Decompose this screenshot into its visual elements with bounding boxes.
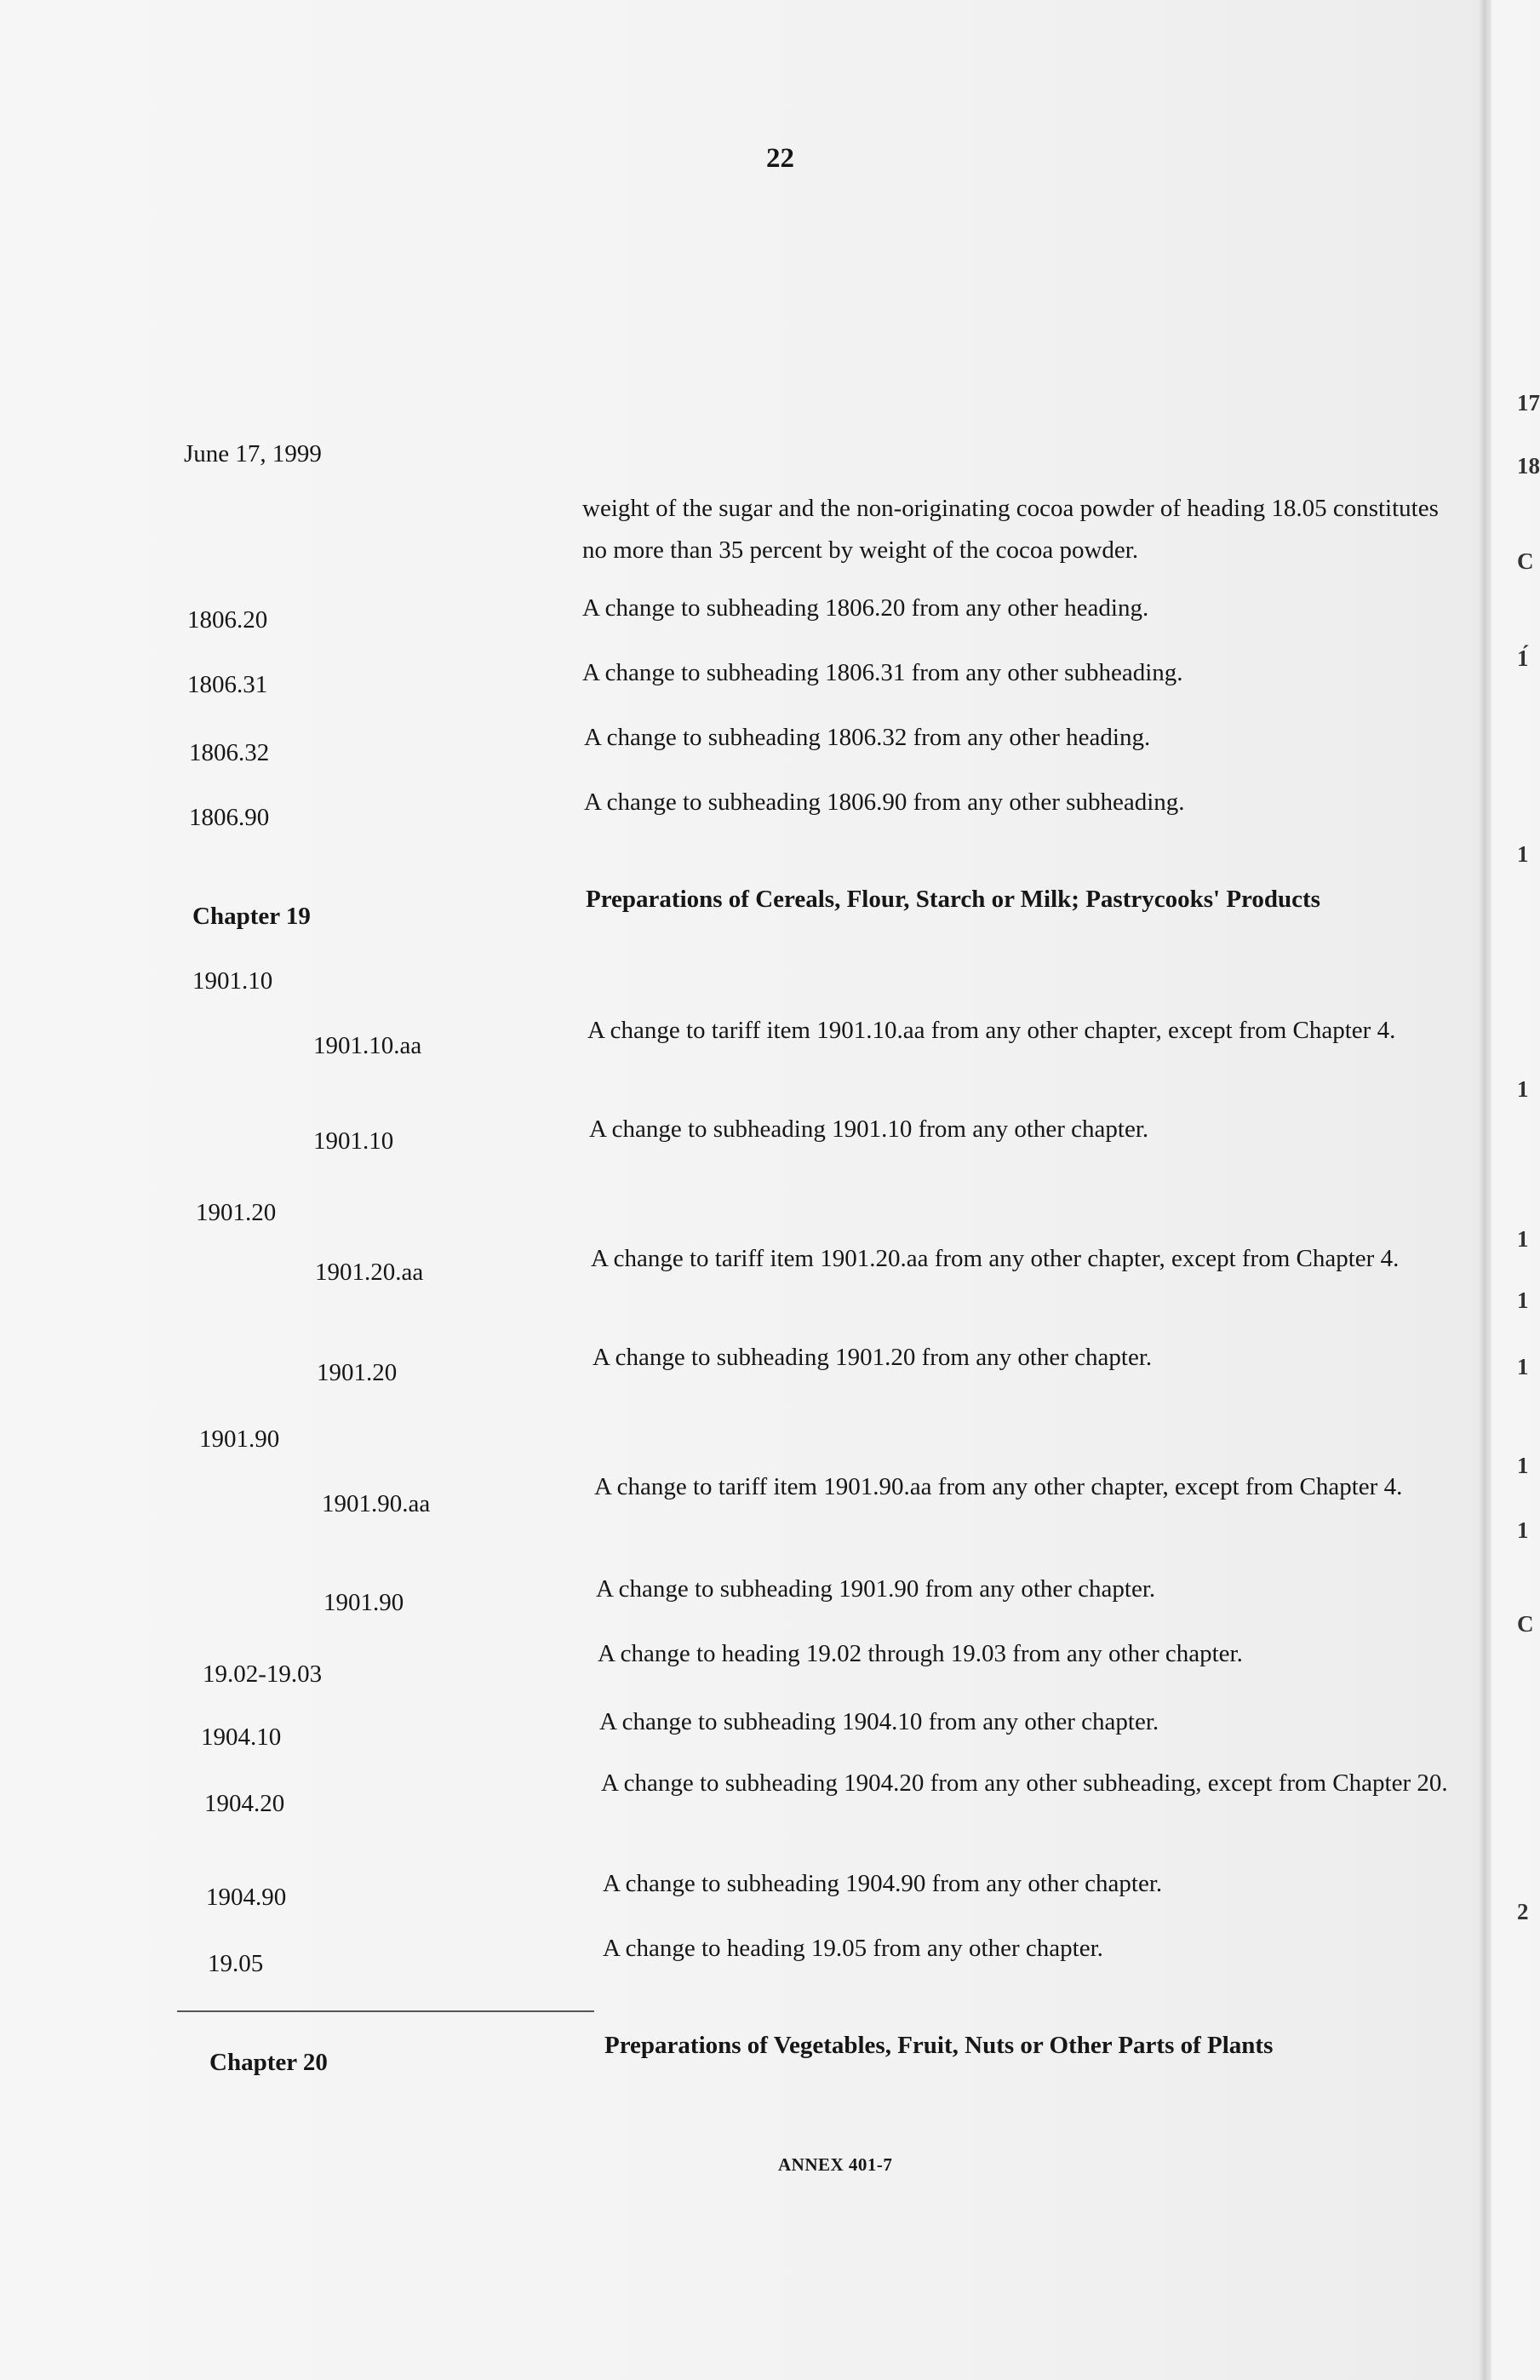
rule-code: 1806.31: [187, 671, 268, 698]
rule-subcode: 1901.90: [323, 1589, 404, 1616]
rule-text: A change to tariff item 1901.20.aa from any other chapter, except from Chapter 4.: [591, 1245, 1400, 1272]
rule-code: 1901.10: [192, 967, 273, 995]
rule-text: A change to heading 19.02 through 19.03 from any other chapter.: [598, 1640, 1243, 1667]
edge-char: 1́: [1517, 645, 1529, 671]
rule-text: A change to subheading 1806.31 from any other subheading.: [582, 659, 1183, 686]
rule-code: 1806.20: [187, 606, 268, 634]
rule-text: A change to subheading 1806.32 from any other heading.: [584, 724, 1151, 751]
annex-footer: ANNEX 401-7: [778, 2154, 893, 2175]
edge-char: 1: [1517, 1226, 1529, 1252]
edge-char: 1: [1517, 1076, 1529, 1102]
rule-text: A change to subheading 1901.10 from any other chapter.: [589, 1115, 1149, 1143]
chapter-19-heading: Chapter 19: [192, 903, 311, 930]
chapter-20-title: Preparations of Vegetables, Fruit, Nuts or Other Parts of Plants: [604, 2032, 1274, 2059]
rule-text: A change to subheading 1806.90 from any other subheading.: [584, 789, 1185, 816]
rule-subcode: 1901.20.aa: [315, 1259, 424, 1286]
chapter-19-title: Preparations of Cereals, Flour, Starch or Milk; Pastrycooks' Products: [586, 886, 1320, 913]
rule-code: 1901.90: [199, 1425, 280, 1453]
rule-code: 19.05: [208, 1950, 264, 1977]
rule-text: A change to subheading 1806.20 from any other heading.: [582, 594, 1149, 622]
edge-char: 18: [1517, 453, 1540, 479]
edge-char: 1: [1517, 841, 1529, 867]
edge-char: 2: [1517, 1899, 1529, 1924]
continuation-text: weight of the sugar and the non-originating cocoa powder of heading 18.05 constitutes no more than 35 percent by weight of the cocoa powder.: [582, 495, 1439, 564]
rule-subcode: 1901.20: [317, 1359, 398, 1386]
rule-code: 1904.20: [204, 1790, 285, 1817]
adjacent-page-edge: [1491, 0, 1531, 2380]
rule-subcode: 1901.10.aa: [313, 1032, 422, 1059]
rule-text: A change to tariff item 1901.90.aa from any other chapter, except from Chapter 4.: [594, 1473, 1403, 1500]
rule-code: 1901.20: [196, 1199, 277, 1226]
page-number: 22: [766, 143, 794, 174]
rule-text: A change to subheading 1904.10 from any other chapter.: [599, 1708, 1159, 1735]
chapter-20-heading: Chapter 20: [209, 2049, 328, 2076]
rule-code: 1904.90: [206, 1884, 287, 1911]
rule-text: A change to subheading 1904.90 from any other chapter.: [603, 1870, 1163, 1897]
rule-text: A change to subheading 1901.20 from any other chapter.: [593, 1344, 1153, 1371]
rule-text: A change to subheading 1901.90 from any other chapter.: [596, 1575, 1156, 1603]
rule-text: A change to subheading 1904.20 from any other subheading, except from Chapter 20.: [601, 1769, 1448, 1797]
rule-text: A change to heading 19.05 from any other chapter.: [603, 1935, 1103, 1962]
document-date: June 17, 1999: [184, 440, 322, 467]
edge-char: 17: [1517, 390, 1540, 416]
edge-char: 1: [1517, 1453, 1529, 1478]
binding-edge: [1480, 0, 1491, 2380]
rule-subcode: 1901.90.aa: [322, 1490, 431, 1517]
edge-char: C: [1517, 548, 1534, 574]
rule-code: 19.02-19.03: [203, 1660, 323, 1688]
rule-code: 1806.90: [189, 804, 270, 831]
rule-subcode: 1901.10: [313, 1127, 394, 1155]
edge-char: 1: [1517, 1517, 1529, 1543]
edge-char: 1: [1517, 1287, 1529, 1313]
section-divider: [177, 2010, 594, 2012]
edge-char: 1: [1517, 1354, 1529, 1379]
rule-code: 1806.32: [189, 739, 270, 766]
edge-char: C: [1517, 1611, 1534, 1637]
rule-text: A change to tariff item 1901.10.aa from any other chapter, except from Chapter 4.: [587, 1017, 1396, 1044]
rule-code: 1904.10: [201, 1723, 282, 1751]
